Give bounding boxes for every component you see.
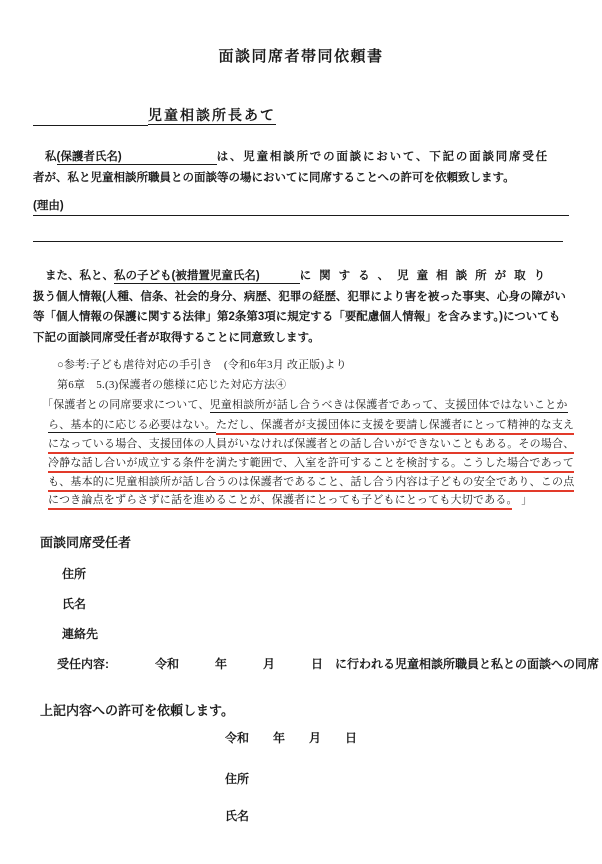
- consent-line-2: 扱う個人情報(人種、信条、社会的身分、病歴、犯罪の経歴、犯罪により害を被った事実、心身の障がい: [33, 291, 566, 303]
- intro-line-1: [45, 150, 549, 165]
- closing-name-label: 氏名: [225, 809, 250, 823]
- quote-line-2: [48, 419, 574, 433]
- closing-request-line: 上記内容への許可を依頼します。: [40, 703, 234, 718]
- quote-line-5: [48, 476, 574, 490]
- reference-section-line: 第6章 5.(3)保護者の態様に応じた対応方法④: [57, 379, 287, 391]
- closing-date-line: 令和 年 月 日: [225, 731, 358, 745]
- reason-blank-rule: [33, 241, 563, 242]
- mandate-label: 受任内容:: [57, 657, 109, 671]
- quote-l6-red-underlined: につき論点をずらさずに話を進めることが、保護者にとっても子どもにとっても大切である。: [48, 494, 512, 510]
- reference-source-line: ○参考:子ども虐待対応の手引き (令和6年3月 改正版)より: [57, 359, 347, 371]
- consent-rest: に関する、児童相談所が取り: [299, 270, 554, 282]
- document-title: 面談同席者帯同依頼書: [218, 48, 384, 65]
- consent-prefix: また、私と、: [45, 270, 114, 282]
- quote-l2-red-underlined: ただし、保護者が支援団体に支援を要請し保護者にとって精神的な支え: [216, 419, 574, 435]
- quote-l5-red-underlined: も、基本的に児童相談所が話し合うのは保護者であること、話し合う内容は子どもの安全であり、この点: [48, 476, 574, 492]
- addressee-blank-field: [33, 112, 148, 126]
- quote-line-6: [48, 494, 532, 508]
- child-name-blank-field: [260, 270, 300, 284]
- attendee-heading: 面談同席受任者: [40, 535, 132, 550]
- addressee-label: 児童相談所長あて: [148, 107, 276, 123]
- guardian-name-blank-field: [122, 151, 217, 165]
- consent-line-4: 下記の面談同席受任者が取得することに同意致します。: [33, 332, 320, 344]
- reason-label: (理由): [33, 200, 64, 212]
- closing-address-label: 住所: [225, 772, 250, 786]
- mandate-date-fields: 令和 年 月 日: [155, 657, 324, 671]
- quote-l2-underlined: ら、基本的に応じる必要はない。: [48, 419, 216, 431]
- consent-line-3: 等「個人情報の保護に関する法律」第2条第3項に規定する「要配慮個人情報」を含みます。)についても: [33, 311, 561, 323]
- quote-closing-bracket: 」: [521, 494, 533, 506]
- guardian-name-label: (保護者氏名): [56, 151, 122, 163]
- consent-line-1: [45, 269, 553, 284]
- quote-l4-red-underlined: 冷静な話し合いが成立する条件を満たす範囲で、入室を許可することを検討する。こうした場合であって: [48, 457, 574, 473]
- attendee-contact-label: 連絡先: [62, 627, 99, 641]
- quote-l3-red-underlined: になっている場合、支援団体の人員がいなければ保護者との話し合いができないこともある。その場合、: [48, 438, 574, 454]
- quote-line-3: [48, 438, 574, 452]
- addressee-line: [33, 106, 276, 126]
- attendee-address-label: 住所: [62, 567, 87, 581]
- quote-l1-plain: 「保護者との同席要求について、: [42, 399, 210, 411]
- quote-line-4: [48, 457, 574, 471]
- attendee-name-label: 氏名: [62, 597, 87, 611]
- intro-rest: は、児童相談所での面談において、下記の面談同席受任: [216, 151, 549, 163]
- intro-line-2: 者が、私と児童相談所職員との面談等の場においてに同席することへの許可を依頼致します。: [33, 172, 515, 184]
- intro-prefix: 私: [45, 151, 57, 163]
- mandate-line: [57, 657, 599, 672]
- reason-line: [33, 199, 569, 216]
- mandate-text: に行われる児童相談所職員と私との面談への同席: [335, 657, 600, 671]
- quote-line-1: [42, 399, 568, 413]
- child-name-label: 私の子ども(被措置児童氏名): [114, 270, 260, 282]
- quote-l1-underlined: 児童相談所が話し合うべきは保護者であって、支援団体ではないことか: [209, 399, 568, 411]
